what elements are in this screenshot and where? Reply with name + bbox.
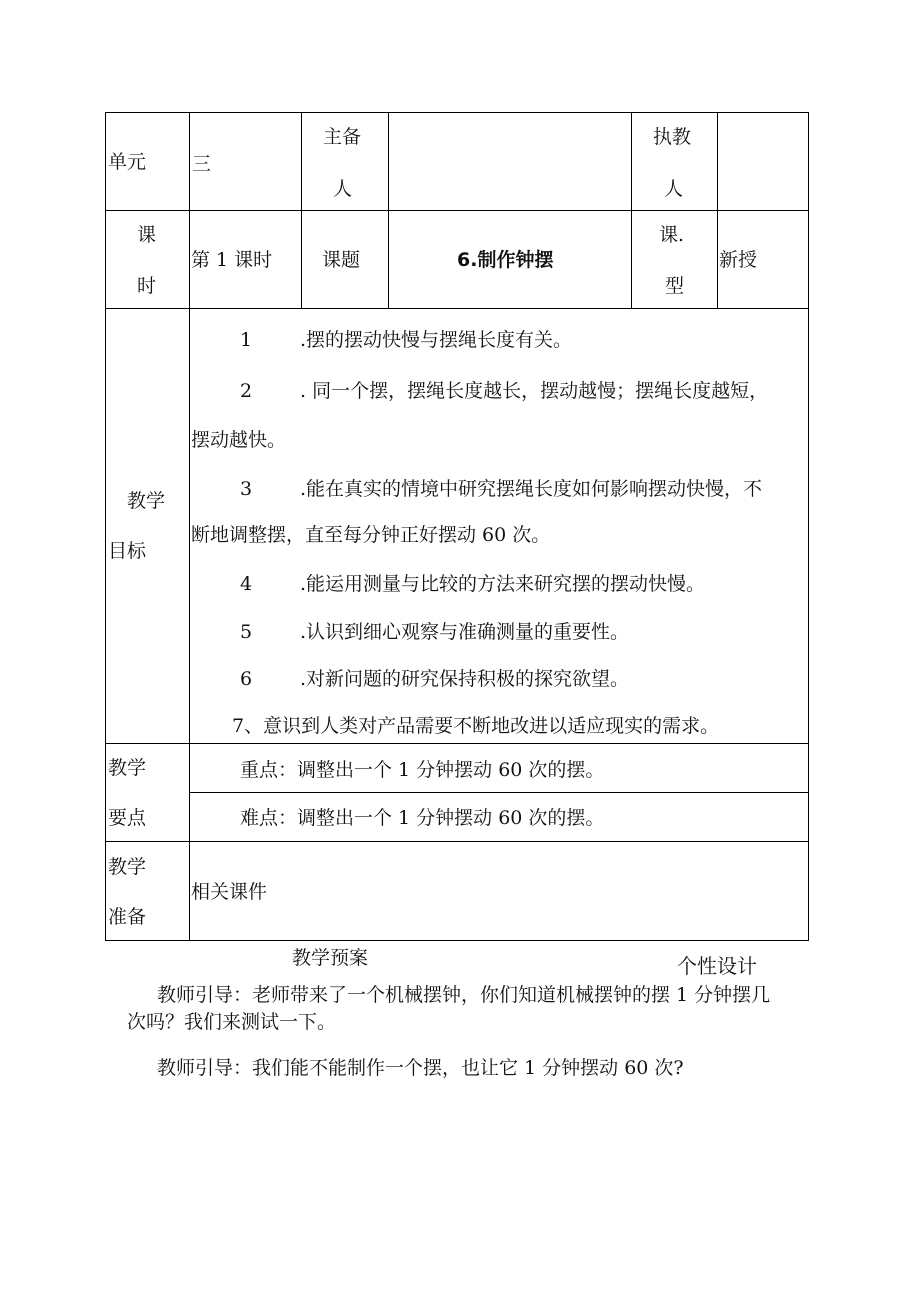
table-border: [105, 112, 106, 941]
table-border: [808, 112, 809, 941]
table-border: [105, 940, 809, 941]
teacher-label: 人: [664, 178, 684, 200]
period-label: 课: [137, 224, 157, 246]
period-label: 时: [137, 275, 157, 297]
prep-label: 教学: [108, 856, 147, 878]
plan-paragraph-continued: 次吗？我们来测试一下。: [127, 1011, 337, 1033]
table-divider: [717, 112, 718, 309]
teacher-label: 执教: [653, 126, 692, 148]
goal-text: 7、意识到人类对产品需要不断地改进以适应现实的需求。: [232, 715, 720, 737]
topic-value: 6.制作钟摆: [457, 249, 554, 271]
table-divider: [105, 841, 809, 842]
goal-text: .认识到细心观察与准确测量的重要性。: [300, 621, 630, 643]
prep-value: 相关课件: [191, 881, 268, 903]
period-value: 第 1 课时: [191, 249, 273, 271]
keypoints-label: 要点: [108, 807, 147, 829]
prep-label: 准备: [108, 906, 147, 928]
table-divider: [105, 210, 809, 211]
table-divider: [301, 112, 302, 309]
keypoints-label: 教学: [108, 757, 147, 779]
plan-paragraph: 教师引导：我们能不能制作一个摆，也让它 1 分钟摆动 60 次?: [157, 1057, 684, 1079]
type-label: 型: [665, 275, 685, 297]
goal-number: 3: [240, 478, 253, 500]
unit-label: 单元: [108, 151, 147, 173]
type-value: 新授: [719, 249, 758, 271]
table-divider: [105, 308, 809, 309]
table-divider: [631, 112, 632, 309]
table-border: [105, 112, 809, 113]
table-divider: [189, 792, 809, 793]
goal-text: .对新问题的研究保持积极的探究欲望。: [300, 668, 630, 690]
goal-number: 4: [240, 573, 253, 595]
table-divider: [189, 112, 190, 941]
table-divider: [105, 743, 809, 744]
goal-number: 6: [240, 668, 253, 690]
personal-design-heading: 个性设计: [677, 954, 757, 978]
goals-label: 目标: [108, 540, 147, 562]
difficulty-point: 难点：调整出一个 1 分钟摆动 60 次的摆。: [240, 807, 605, 829]
goal-number: 1: [240, 329, 253, 351]
goal-text-continued: 摆动越快。: [191, 429, 287, 451]
topic-label: 课题: [322, 249, 361, 271]
goal-text-continued: 断地调整摆，直至每分钟正好摆动 60 次。: [191, 524, 551, 546]
goals-label: 教学: [127, 490, 166, 512]
plan-heading: 教学预案: [292, 947, 369, 969]
goal-number: 5: [240, 621, 253, 643]
goal-text: .能在真实的情境中研究摆绳长度如何影响摆动快慢，不: [300, 478, 763, 500]
goal-number: 2: [240, 380, 253, 402]
unit-value: 三: [192, 153, 212, 175]
goal-text: . 同一个摆，摆绳长度越长，摆动越慢；摆绳长度越短，: [300, 380, 769, 402]
type-label: 课.: [659, 224, 685, 246]
preparer-label: 人: [333, 178, 353, 200]
preparer-label: 主备: [323, 126, 362, 148]
goal-text: .摆的摆动快慢与摆绳长度有关。: [300, 329, 573, 351]
table-divider: [388, 112, 389, 309]
goal-text: .能运用测量与比较的方法来研究摆的摆动快慢。: [300, 573, 706, 595]
focus-point: 重点：调整出一个 1 分钟摆动 60 次的摆。: [240, 759, 605, 781]
plan-paragraph: 教师引导：老师带来了一个机械摆钟，你们知道机械摆钟的摆 1 分钟摆几: [157, 984, 771, 1006]
